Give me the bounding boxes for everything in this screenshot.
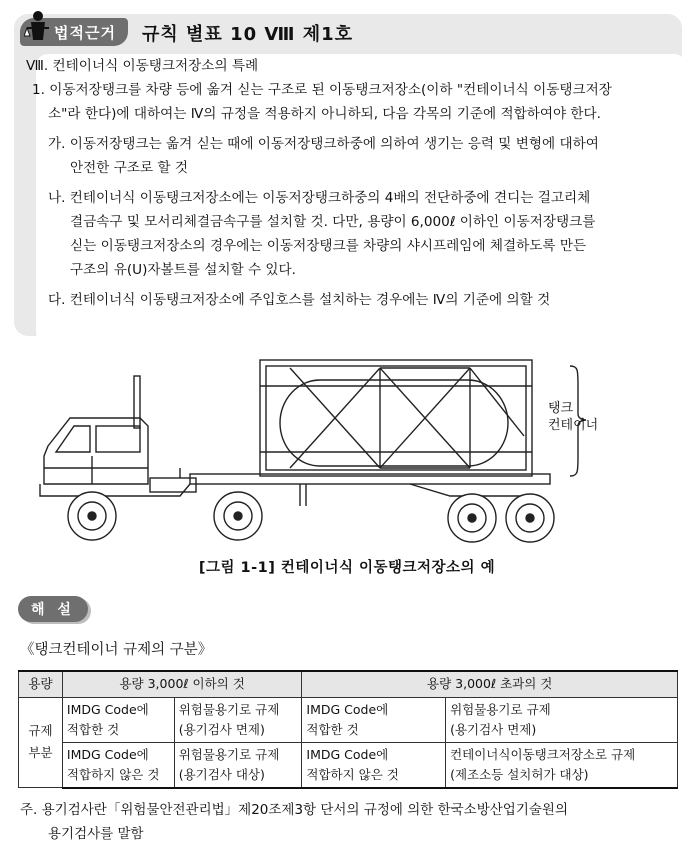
cell-line: 컨테이너식이동탱크저장소로 규제 — [450, 746, 636, 762]
table-cell — [302, 697, 446, 742]
table-cell — [174, 697, 302, 742]
table-header: 용량 3,000ℓ 초과의 것 — [302, 671, 678, 697]
legal-basis-label: 법적근거 — [54, 23, 116, 42]
law-line: 싣는 이동탱크저장소의 경우에는 이동저장탱크를 차량의 샤시프레임에 체결하도록 만든 — [70, 238, 587, 254]
legal-basis-title: 규칙 별표 10 Ⅷ 제1호 — [142, 24, 354, 45]
cell-line: 위험물용기로 규제 — [178, 701, 280, 717]
cell-line: 적합한 것 — [306, 721, 359, 737]
commentary-tag: 해 설 — [18, 596, 88, 622]
law-line: 가. 이동저장탱크는 옮겨 싣는 때에 이동저장탱크하중에 의하여 생기는 응력 및 변형에 대하여 — [48, 136, 599, 152]
tank-container-label-line: 탱크 — [548, 401, 574, 416]
cell-line: 적합하지 않은 것 — [306, 766, 399, 782]
cell-line: IMDG Code에 — [66, 746, 149, 762]
cell-line: (제조소등 설치허가 대상) — [450, 766, 589, 782]
law-line: Ⅷ. 컨테이너식 이동탱크저장소의 특례 — [26, 58, 259, 74]
tank-container-label — [548, 400, 598, 434]
legal-basis-tag — [20, 18, 128, 46]
table-row — [19, 697, 678, 742]
law-line: 1. 이동저장탱크를 차량 등에 옮겨 싣는 구조로 된 이동탱크저장소(이하 "컨테이너식 이동탱크저장 — [32, 82, 612, 98]
footnote — [20, 798, 568, 846]
person-icon — [24, 10, 52, 44]
law-line: 소"라 한다)에 대하여는 Ⅳ의 규정을 적용하지 아니하되, 다음 각목의 기준에 적합하여야 한다. — [48, 106, 602, 122]
law-line: 안전한 구조로 할 것 — [70, 160, 189, 176]
table-header: 용량 — [19, 671, 63, 697]
cell-line: (용기검사 면제) — [450, 721, 537, 737]
table-cell — [62, 742, 174, 788]
cell-line: IMDG Code에 — [306, 701, 389, 717]
table-cell — [174, 742, 302, 788]
table-side-label — [19, 697, 63, 788]
cell-line: 적합한 것 — [66, 721, 120, 737]
section-heading: 《탱크컨테이너 규제의 구분》 — [20, 642, 213, 658]
cell-line: 위험물용기로 규제 — [178, 746, 280, 762]
cell-line: 위험물용기로 규제 — [450, 701, 551, 717]
table-cell — [446, 742, 678, 788]
table-header-row — [19, 671, 678, 697]
footnote-line: 주. 용기검사란「위험물안전관리법」제20조제3항 단서의 규정에 의한 한국소방산업기술원의 — [20, 802, 568, 818]
side-label-line: 부분 — [28, 745, 53, 761]
law-line: 구조의 유(U)자볼트를 설치할 수 있다. — [70, 262, 297, 278]
table-cell — [446, 697, 678, 742]
cell-line: IMDG Code에 — [306, 746, 389, 762]
truck-tank-container-illustration — [30, 356, 660, 556]
cell-line: 적합하지 않은 것 — [66, 766, 160, 782]
cell-line: IMDG Code에 — [66, 701, 149, 717]
side-label-line: 규제 — [28, 723, 53, 739]
table-cell — [302, 742, 446, 788]
figure-caption: [그림 1-1] 컨테이너식 이동탱크저장소의 예 — [198, 560, 496, 576]
table-header: 용량 3,000ℓ 이하의 것 — [62, 671, 301, 697]
law-line: 결금속구 및 모서리체결금속구를 설치할 것. 다만, 용량이 6,000ℓ 이하인 이동저장탱크를 — [70, 214, 596, 230]
cell-line: (용기검사 대상) — [178, 766, 265, 782]
law-line: 나. 컨테이너식 이동탱크저장소에는 이동저장탱크하중의 4배의 전단하중에 견디는 걸고리체 — [48, 190, 591, 206]
legal-basis-text — [26, 54, 671, 312]
cell-line: (용기검사 면제) — [178, 721, 265, 737]
law-line: 다. 컨테이너식 이동탱크저장소에 주입호스를 설치하는 경우에는 Ⅳ의 기준에 의할 것 — [48, 292, 551, 308]
table-row — [19, 742, 678, 788]
footnote-line: 용기검사를 말함 — [48, 826, 144, 842]
regulation-table — [18, 670, 678, 789]
table-cell — [62, 697, 174, 742]
tank-container-label-line: 컨테이너 — [548, 418, 599, 433]
